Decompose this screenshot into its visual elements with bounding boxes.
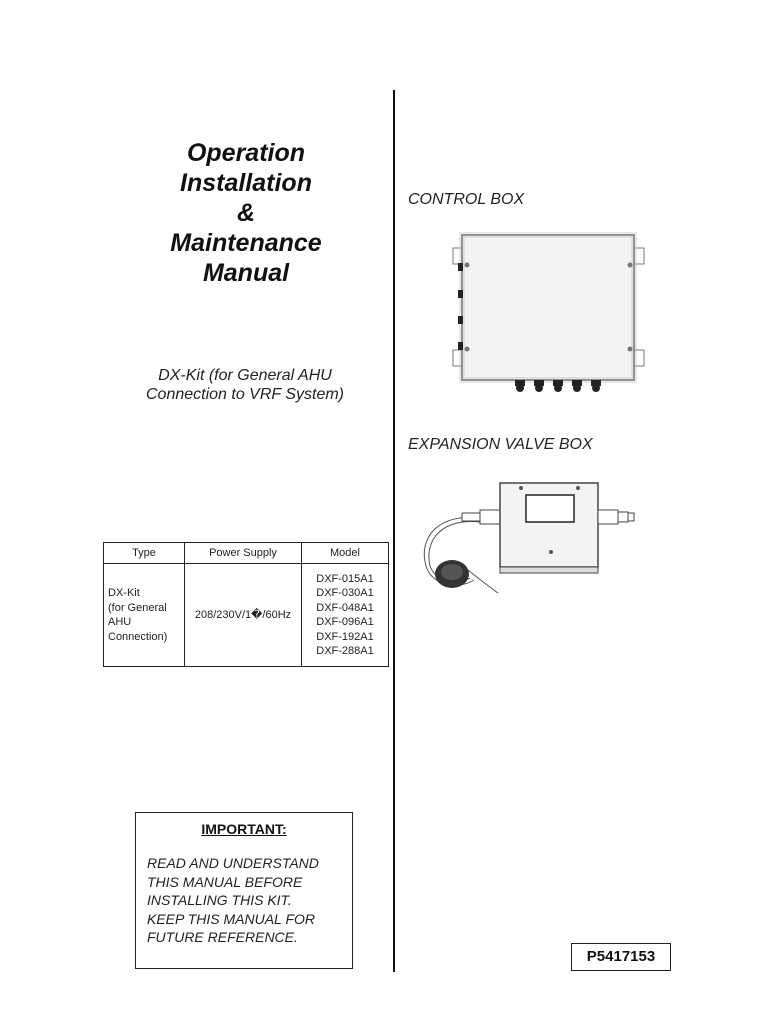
- notice-line: KEEP THIS MANUAL FOR: [147, 910, 316, 927]
- table-row: [104, 564, 389, 667]
- title-line: &: [236, 199, 256, 227]
- expansion-valve-box-label: EXPANSION VALVE BOX: [408, 436, 593, 453]
- notice-line: INSTALLING THIS KIT.: [147, 892, 292, 908]
- column-header-model: Model: [302, 543, 389, 564]
- cell-type: [104, 564, 185, 667]
- notice-line: FUTURE REFERENCE.: [147, 929, 298, 945]
- title-line: Maintenance: [170, 229, 322, 257]
- column-divider: [393, 90, 395, 972]
- cell-model-list: [302, 564, 389, 667]
- notice-title: IMPORTANT:: [201, 821, 287, 837]
- title-line: Manual: [202, 259, 290, 287]
- type-line: (for General: [108, 601, 167, 614]
- model-number: DXF-030A1: [316, 587, 374, 599]
- column-header-type: Type: [104, 543, 185, 564]
- part-number: P5417153: [571, 943, 671, 971]
- control-box-illustration: [450, 230, 648, 396]
- type-line: AHU: [108, 616, 132, 628]
- title-line: Operation: [186, 139, 306, 167]
- cell-power-supply: 208/230V/1�/60Hz: [185, 564, 302, 667]
- column-header-power-supply: Power Supply: [185, 543, 302, 564]
- model-number: DXF-096A1: [316, 616, 374, 628]
- important-notice: [135, 812, 353, 969]
- control-box-label: CONTROL BOX: [408, 191, 525, 208]
- type-line: Connection): [108, 630, 168, 643]
- spec-table: [103, 542, 389, 667]
- type-line: DX-Kit: [108, 587, 140, 599]
- subtitle-line: Connection to VRF System): [145, 386, 344, 403]
- notice-line: THIS MANUAL BEFORE: [147, 873, 303, 890]
- model-number: DXF-288A1: [316, 645, 374, 657]
- model-number: DXF-192A1: [316, 630, 374, 643]
- manual-subtitle: [110, 366, 380, 404]
- expansion-valve-box-illustration: [418, 478, 640, 604]
- model-number: DXF-048A1: [316, 601, 374, 614]
- manual-title: [126, 138, 366, 288]
- notice-body: [147, 854, 347, 947]
- model-number: DXF-015A1: [316, 572, 374, 585]
- title-line: Installation: [180, 169, 312, 197]
- table-header-row: [104, 543, 389, 564]
- notice-line: READ AND UNDERSTAND: [147, 855, 319, 871]
- subtitle-line: DX-Kit (for General AHU: [158, 367, 332, 384]
